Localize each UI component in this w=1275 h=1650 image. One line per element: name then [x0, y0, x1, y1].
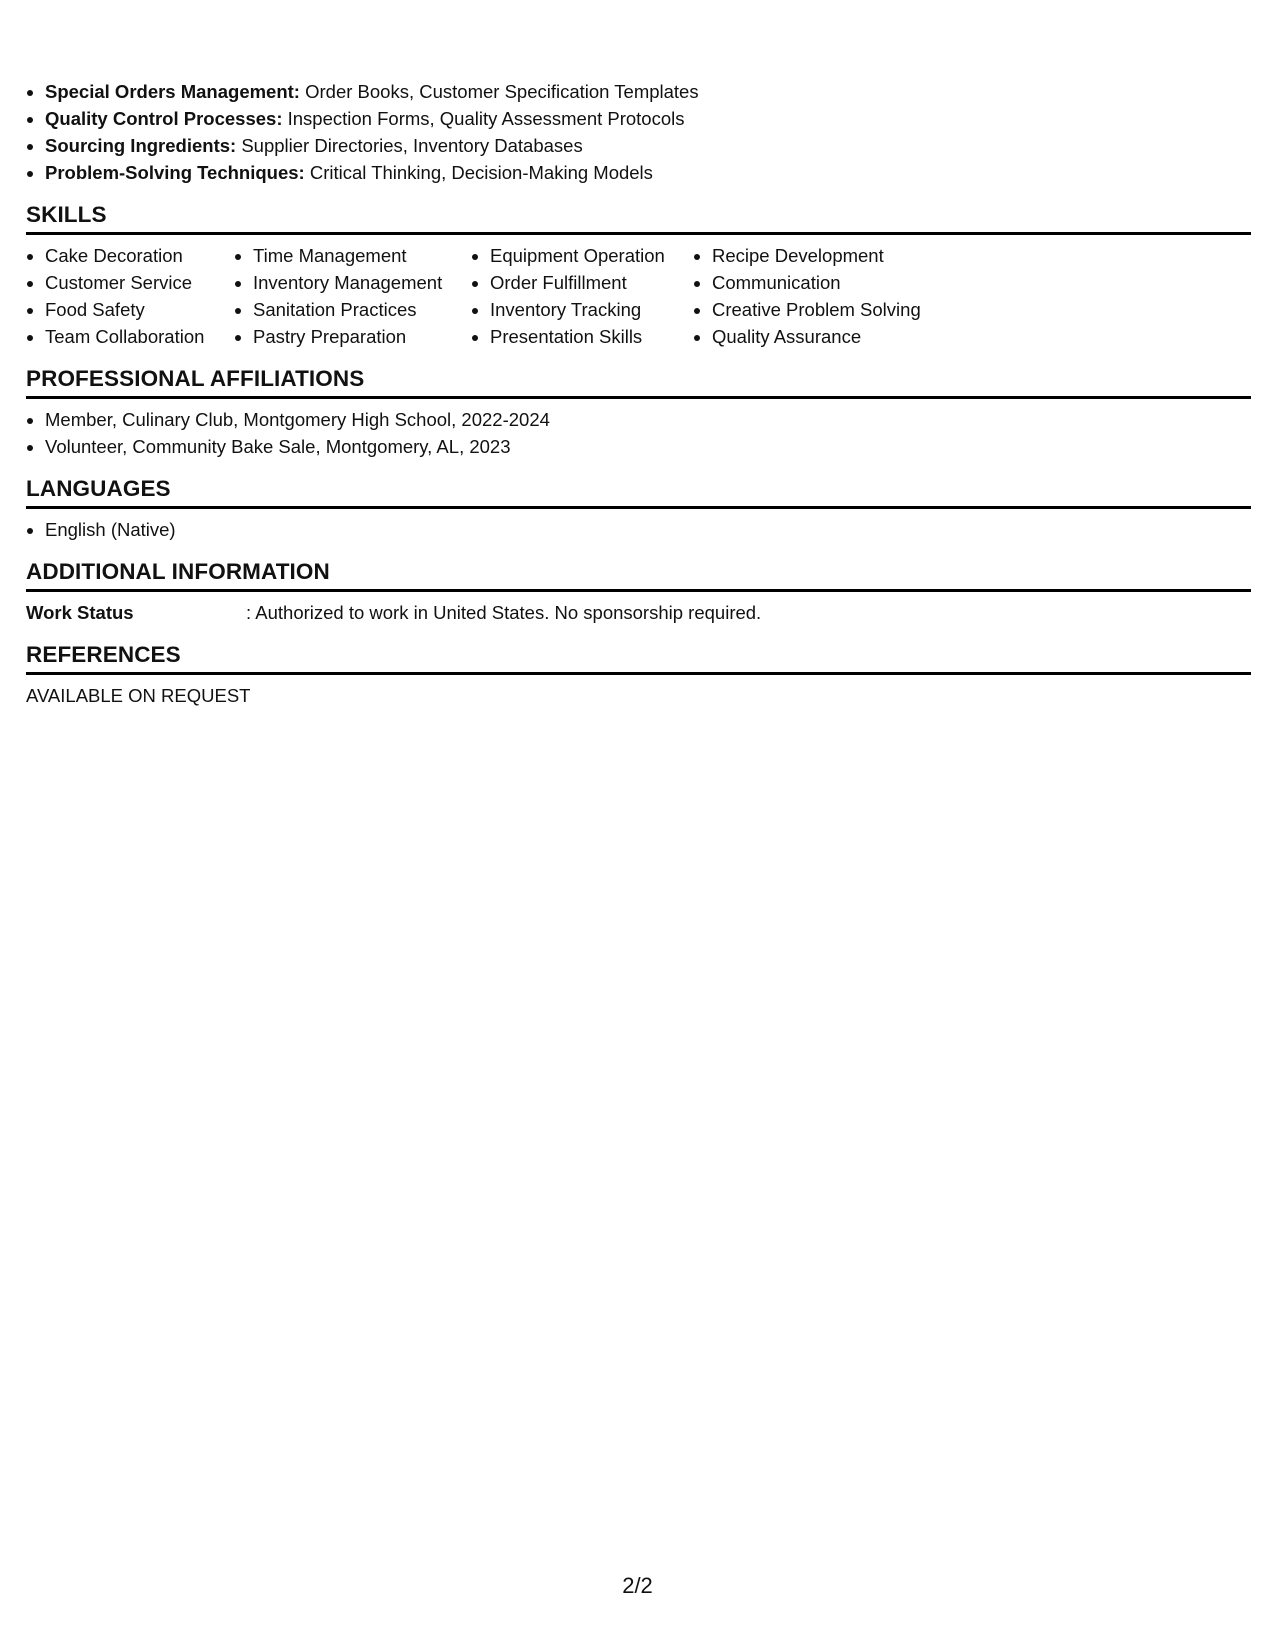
- affiliations-list: [26, 406, 1251, 460]
- skill-item: • Inventory Management: [253, 269, 471, 296]
- list-item: • English (Native): [45, 516, 1251, 543]
- languages-list: [26, 516, 1251, 543]
- languages-heading: LANGUAGES: [26, 474, 1251, 509]
- work-status-row: [26, 599, 1251, 626]
- skill-item: • Time Management: [253, 242, 471, 269]
- skill-item: • Customer Service: [45, 269, 234, 296]
- list-item: • Member, Culinary Club, Montgomery High School, 2022-2024: [45, 406, 1251, 433]
- skills-column: [234, 242, 471, 350]
- skill-item: • Sanitation Practices: [253, 296, 471, 323]
- skill-item: • Presentation Skills: [490, 323, 693, 350]
- skill-item: • Equipment Operation: [490, 242, 693, 269]
- work-status-label: Work Status: [26, 602, 134, 623]
- resume-page: [26, 78, 1251, 709]
- references-heading: REFERENCES: [26, 640, 1251, 675]
- list-item: • Quality Control Processes: Inspection Forms, Quality Assessment Protocols: [45, 105, 1251, 132]
- skill-item: • Pastry Preparation: [253, 323, 471, 350]
- skill-item: • Quality Assurance: [712, 323, 972, 350]
- list-item: • Sourcing Ingredients: Supplier Directories, Inventory Databases: [45, 132, 1251, 159]
- skills-heading: SKILLS: [26, 200, 1251, 235]
- skills-grid: [26, 242, 1251, 350]
- list-item: • Special Orders Management: Order Books, Customer Specification Templates: [45, 78, 1251, 105]
- skill-item: • Creative Problem Solving: [712, 296, 972, 323]
- skill-item: • Team Collaboration: [45, 323, 234, 350]
- skill-item: • Order Fulfillment: [490, 269, 693, 296]
- page-number: 2/2: [622, 1573, 653, 1598]
- skill-item: • Inventory Tracking: [490, 296, 693, 323]
- list-item: • Volunteer, Community Bake Sale, Montgomery, AL, 2023: [45, 433, 1251, 460]
- skill-item: • Recipe Development: [712, 242, 972, 269]
- skills-column: [26, 242, 234, 350]
- skills-column: [693, 242, 972, 350]
- references-text: AVAILABLE ON REQUEST: [26, 685, 251, 706]
- skill-item: • Food Safety: [45, 296, 234, 323]
- skill-item: • Communication: [712, 269, 972, 296]
- additional-info-heading: ADDITIONAL INFORMATION: [26, 557, 1251, 592]
- list-item: • Problem-Solving Techniques: Critical Thinking, Decision-Making Models: [45, 159, 1251, 186]
- affiliations-heading: PROFESSIONAL AFFILIATIONS: [26, 364, 1251, 399]
- skill-item: • Cake Decoration: [45, 242, 234, 269]
- skills-column: [471, 242, 693, 350]
- work-status-value: : Authorized to work in United States. No sponsorship required.: [246, 602, 762, 623]
- tools-list: [26, 78, 1251, 186]
